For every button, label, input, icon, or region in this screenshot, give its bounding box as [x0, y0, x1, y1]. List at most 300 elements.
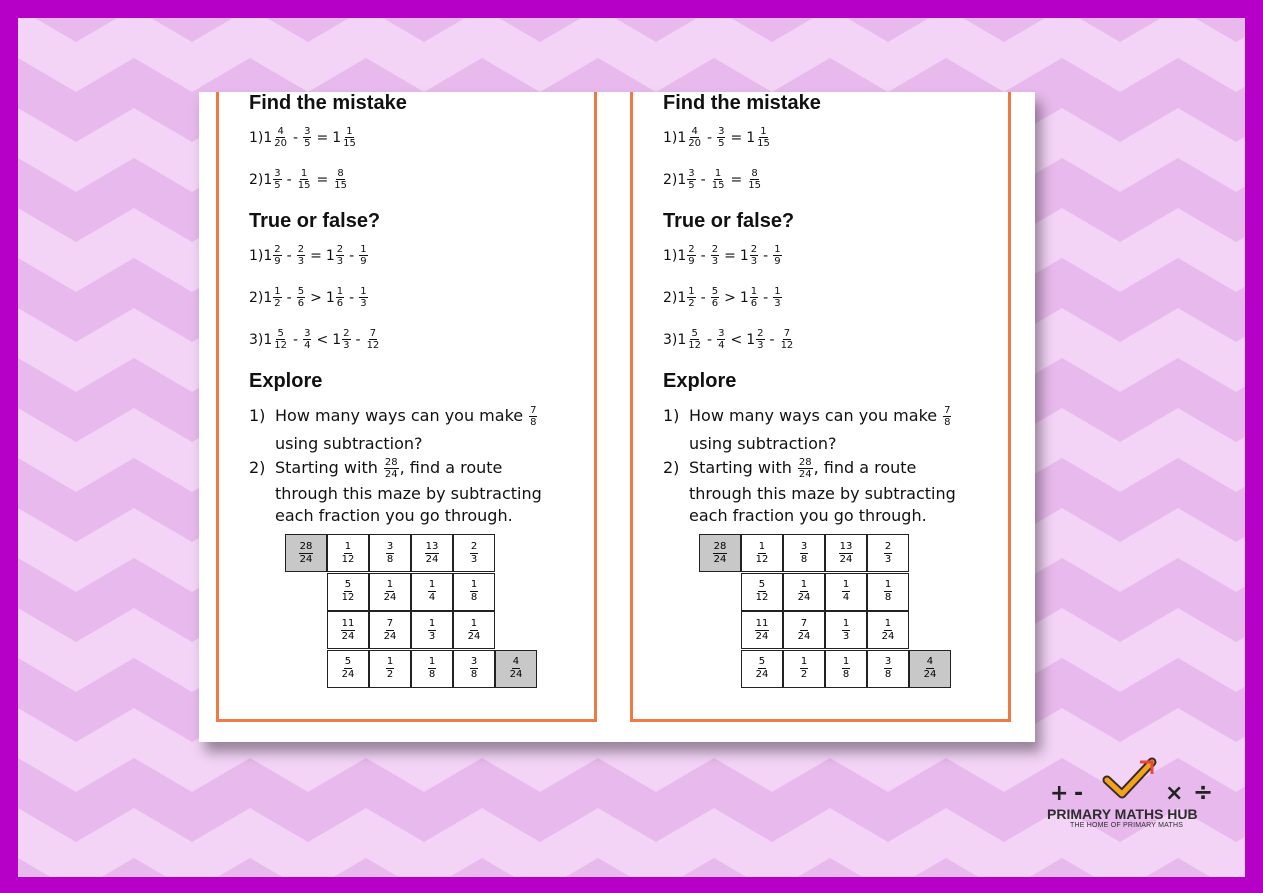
numerator: 1 [386, 579, 394, 590]
item-number: 1) [663, 406, 680, 425]
fraction [341, 541, 356, 566]
numerator: 1 [884, 617, 892, 629]
fraction [359, 286, 367, 309]
denominator: 3 [336, 256, 344, 267]
numerator: 1 [428, 617, 436, 629]
denominator: 15 [748, 180, 761, 191]
fraction [750, 244, 758, 267]
comparison: < [316, 331, 329, 348]
denominator: 20 [688, 138, 702, 149]
numerator: 1 [758, 540, 766, 552]
find-mistake-item [249, 168, 349, 191]
fraction [467, 618, 482, 643]
numerator: 1 [774, 286, 781, 297]
fraction [333, 168, 348, 191]
denominator: 12 [755, 553, 769, 565]
denominator: 8 [884, 669, 892, 680]
operator: - [700, 247, 706, 264]
maze-cell [327, 611, 369, 649]
denominator: 8 [530, 417, 537, 428]
worksheet-card [216, 92, 597, 722]
denominator: 24 [341, 630, 355, 642]
operator: - [349, 289, 355, 306]
denominator: 3 [884, 553, 892, 565]
whole-number: 1 [677, 289, 687, 306]
operator: - [286, 289, 292, 306]
fraction [273, 328, 288, 351]
numerator: 5 [344, 656, 352, 667]
whole-number: 1 [325, 247, 335, 264]
numerator: 4 [277, 126, 284, 137]
fraction [303, 328, 311, 351]
numerator: 1 [714, 168, 722, 179]
fraction [336, 244, 344, 267]
numerator: 3 [470, 656, 478, 667]
fraction [386, 656, 394, 681]
fraction [359, 244, 367, 267]
maze-cell [327, 573, 369, 611]
fraction [943, 405, 951, 428]
minus-symbol: - [1074, 781, 1084, 806]
numerator: 7 [386, 617, 394, 629]
section-title-explore: Explore [663, 370, 737, 392]
numerator: 7 [530, 405, 537, 416]
denominator: 9 [274, 256, 281, 267]
fraction [342, 126, 357, 149]
fraction [470, 656, 478, 681]
whole-number: 1 [677, 247, 687, 264]
denominator: 24 [383, 592, 397, 603]
denominator: 15 [711, 180, 725, 191]
comparison: < [730, 331, 743, 348]
fraction [341, 618, 356, 643]
numerator: 8 [337, 168, 344, 179]
numerator: 3 [718, 126, 725, 137]
maze-cell [741, 650, 783, 688]
operator: - [707, 331, 713, 348]
denominator: 8 [470, 669, 478, 680]
whole-number: 1 [332, 331, 342, 348]
denominator: 24 [425, 553, 439, 565]
fraction [273, 244, 281, 267]
numerator: 1 [688, 286, 695, 297]
maze-cell [411, 534, 453, 572]
denominator: 5 [718, 138, 725, 149]
fraction [711, 286, 719, 309]
operator: - [769, 331, 775, 348]
operator: - [763, 247, 769, 264]
denominator: 9 [774, 256, 781, 267]
numerator: 1 [336, 286, 344, 297]
numerator: 1 [428, 579, 436, 590]
section-title-find-mistake: Find the mistake [249, 92, 407, 114]
denominator: 6 [750, 298, 758, 309]
maze-cell [867, 650, 909, 688]
fraction [366, 328, 381, 351]
denominator: 3 [360, 298, 367, 309]
find-mistake-item [663, 126, 772, 149]
fraction [687, 286, 695, 309]
denominator: 6 [336, 298, 344, 309]
denominator: 5 [688, 180, 695, 191]
equals: = [316, 129, 329, 146]
denominator: 3 [750, 256, 758, 267]
maze-cell [783, 650, 825, 688]
numerator: 1 [750, 286, 758, 297]
numerator: 7 [369, 328, 377, 339]
fraction [303, 126, 311, 149]
maze-cell [867, 573, 909, 611]
denominator: 4 [842, 592, 850, 603]
numerator: 1 [842, 617, 850, 629]
question-text: Starting with [275, 458, 378, 477]
fraction [773, 244, 781, 267]
logo-subtitle: THE HOME OF PRIMARY MATHS [1070, 822, 1184, 829]
numerator: 2 [336, 244, 344, 255]
maze-cell [411, 650, 453, 688]
section-title-find-mistake: Find the mistake [663, 92, 821, 114]
numerator: 2 [757, 328, 764, 339]
fraction [509, 656, 524, 681]
denominator: 8 [428, 669, 436, 680]
item-number: 2) [663, 289, 678, 306]
fraction [884, 579, 892, 604]
numerator: 2 [470, 540, 478, 552]
numerator: 28 [798, 457, 812, 468]
numerator: 1 [884, 579, 892, 590]
numerator: 11 [755, 617, 769, 629]
denominator: 4 [304, 340, 311, 351]
numerator: 3 [884, 656, 892, 667]
operator: - [707, 129, 713, 146]
numerator: 28 [384, 457, 398, 468]
item-number: 3) [249, 331, 264, 348]
maze-cell [783, 534, 825, 572]
maze-cell [369, 611, 411, 649]
denominator: 12 [688, 340, 702, 351]
denominator: 24 [341, 669, 355, 680]
equals: = [730, 171, 743, 188]
numerator: 13 [839, 540, 853, 552]
numerator: 3 [304, 126, 311, 137]
denominator: 24 [798, 469, 812, 480]
denominator: 6 [711, 298, 719, 309]
whole-number: 1 [677, 331, 687, 348]
denominator: 5 [304, 138, 311, 149]
numerator: 3 [688, 168, 695, 179]
equals: = [730, 129, 743, 146]
denominator: 3 [842, 630, 850, 642]
denominator: 4 [718, 340, 725, 351]
maze-cell [369, 650, 411, 688]
question-text: each fraction you go through. [689, 506, 927, 525]
fraction [297, 286, 305, 309]
maze-cell [453, 650, 495, 688]
true-false-item [663, 244, 783, 267]
fraction [797, 579, 812, 604]
fraction [717, 328, 725, 351]
fraction [756, 328, 764, 351]
plus-symbol: + [1050, 781, 1069, 806]
fraction [428, 618, 436, 643]
maze-cell [453, 534, 495, 572]
question-text: Starting with [689, 458, 792, 477]
whole-number: 1 [263, 331, 273, 348]
denominator: 8 [842, 669, 850, 680]
fraction [687, 168, 695, 191]
true-false-item [663, 286, 783, 309]
explore-q2-line2 [689, 482, 956, 506]
maze-cell [327, 534, 369, 572]
fraction [755, 579, 770, 604]
denominator: 24 [299, 553, 313, 565]
denominator: 3 [428, 630, 436, 642]
numerator: 2 [688, 244, 695, 255]
whole-number: 1 [677, 171, 687, 188]
item-number: 3) [663, 331, 678, 348]
numerator: 5 [277, 328, 284, 339]
find-mistake-item [249, 126, 358, 149]
operator: - [355, 331, 361, 348]
maze-cell [783, 573, 825, 611]
maze-cell-endpoint [495, 650, 537, 688]
equals: = [316, 171, 329, 188]
maze-cell [369, 534, 411, 572]
explore-q2-line3 [275, 504, 513, 528]
denominator: 24 [383, 630, 397, 642]
denominator: 8 [386, 553, 394, 565]
fraction [470, 579, 478, 604]
denominator: 24 [797, 630, 811, 642]
whole-number: 1 [263, 171, 273, 188]
numerator: 7 [944, 405, 951, 416]
numerator: 5 [691, 328, 698, 339]
numerator: 1 [386, 656, 394, 667]
numerator: 7 [783, 328, 791, 339]
question-text: using subtraction? [275, 434, 423, 453]
operator: - [286, 247, 292, 264]
maze-cell [825, 573, 867, 611]
section-title-true-false: True or false? [249, 210, 381, 232]
denominator: 8 [470, 592, 478, 603]
find-mistake-item [663, 168, 763, 191]
numerator: 2 [274, 244, 281, 255]
maze-cell-endpoint [909, 650, 951, 688]
item-number: 1) [663, 129, 678, 146]
item-number: 2) [663, 458, 680, 477]
fraction [425, 541, 440, 566]
numerator: 2 [343, 328, 350, 339]
fraction [342, 328, 350, 351]
denominator: 12 [366, 340, 380, 351]
question-text: using subtraction? [689, 434, 837, 453]
numerator: 1 [470, 617, 478, 629]
numerator: 1 [300, 168, 308, 179]
numerator: 1 [774, 244, 781, 255]
whole-number: 1 [746, 129, 756, 146]
worksheet-card [630, 92, 1011, 722]
numerator: 3 [386, 540, 394, 552]
fraction [711, 244, 719, 267]
fraction [750, 286, 758, 309]
numerator: 2 [711, 244, 719, 255]
denominator: 9 [360, 256, 367, 267]
times-symbol: × [1165, 781, 1184, 806]
fraction [780, 328, 795, 351]
fraction [383, 618, 398, 643]
fraction [773, 286, 781, 309]
maze-cell [327, 650, 369, 688]
fraction [747, 168, 762, 191]
question-text: through this maze by subtracting [689, 484, 956, 503]
whole-number: 1 [263, 289, 273, 306]
denominator: 24 [755, 630, 769, 642]
fraction [383, 579, 398, 604]
fraction [797, 618, 812, 643]
fraction [386, 541, 394, 566]
numerator: 3 [304, 328, 311, 339]
fraction [687, 126, 702, 149]
operator: - [349, 247, 355, 264]
explore-q1-line1 [249, 404, 538, 428]
denominator: 2 [386, 669, 394, 680]
operator: - [700, 171, 706, 188]
maze-cell [411, 573, 453, 611]
explore-q1-line2 [689, 432, 837, 456]
item-number: 1) [249, 406, 266, 425]
denominator: 24 [509, 669, 523, 680]
true-false-item [249, 286, 369, 309]
numerator: 4 [691, 126, 698, 137]
denominator: 2 [274, 298, 281, 309]
comparison: = [310, 247, 322, 264]
item-number: 2) [249, 289, 264, 306]
maze-cell [411, 611, 453, 649]
whole-number: 1 [263, 129, 273, 146]
maze-cell [741, 611, 783, 649]
operator: - [293, 129, 299, 146]
whole-number: 1 [677, 129, 687, 146]
operator: - [293, 331, 299, 348]
denominator: 3 [470, 553, 478, 565]
numerator: 13 [425, 540, 439, 552]
numerator: 3 [800, 540, 808, 552]
denominator: 3 [343, 340, 350, 351]
item-number: 1) [663, 247, 678, 264]
numerator: 1 [344, 540, 352, 552]
numerator: 4 [512, 656, 520, 667]
denominator: 3 [774, 298, 781, 309]
numerator: 2 [884, 540, 892, 552]
question-text: each fraction you go through. [275, 506, 513, 525]
denominator: 5 [274, 180, 281, 191]
divide-symbol: ÷ [1193, 778, 1214, 806]
fraction [428, 656, 436, 681]
denominator: 2 [800, 669, 808, 680]
comparison: > [724, 289, 736, 306]
fraction [470, 541, 478, 566]
numerator: 5 [297, 286, 305, 297]
explore-q2-line2 [275, 482, 542, 506]
comparison: > [310, 289, 322, 306]
question-text: , find a route [399, 458, 503, 477]
operator: - [700, 289, 706, 306]
numerator: 1 [360, 286, 367, 297]
maze-cell [741, 534, 783, 572]
denominator: 24 [881, 630, 895, 642]
fraction [273, 286, 281, 309]
true-false-item [249, 244, 369, 267]
maze-cell-endpoint [285, 534, 327, 572]
maze-cell-endpoint [699, 534, 741, 572]
denominator: 12 [274, 340, 288, 351]
fraction [529, 405, 537, 428]
maze-cell [453, 611, 495, 649]
numerator: 1 [760, 126, 767, 137]
fraction [717, 126, 725, 149]
denominator: 15 [297, 180, 311, 191]
denominator: 24 [755, 669, 769, 680]
question-text: through this maze by subtracting [275, 484, 542, 503]
denominator: 8 [884, 592, 892, 603]
fraction [884, 541, 892, 566]
numerator: 5 [758, 656, 766, 667]
denominator: 2 [688, 298, 695, 309]
item-number: 2) [249, 458, 266, 477]
fraction [299, 541, 314, 566]
maze-cell [825, 650, 867, 688]
fraction [273, 126, 288, 149]
true-false-item [663, 328, 795, 351]
denominator: 24 [797, 592, 811, 603]
numerator: 2 [750, 244, 758, 255]
fraction [428, 579, 436, 604]
denominator: 24 [713, 553, 727, 565]
explore-q1-line2 [275, 432, 423, 456]
numerator: 1 [800, 656, 808, 667]
numerator: 3 [274, 168, 281, 179]
numerator: 1 [842, 579, 850, 590]
numerator: 4 [926, 656, 934, 667]
question-text: How many ways can you make [275, 406, 524, 425]
denominator: 3 [711, 256, 719, 267]
item-number: 1) [249, 129, 264, 146]
denominator: 15 [334, 180, 347, 191]
denominator: 8 [800, 553, 808, 565]
whole-number: 1 [739, 289, 749, 306]
worksheet [199, 92, 1035, 742]
denominator: 4 [428, 592, 436, 603]
fraction [713, 541, 728, 566]
denominator: 12 [755, 592, 769, 603]
fraction [297, 168, 312, 191]
maze-cell [825, 611, 867, 649]
numerator: 8 [751, 168, 758, 179]
numerator: 3 [718, 328, 725, 339]
whole-number: 1 [739, 247, 749, 264]
maze-cell [453, 573, 495, 611]
question-text: , find a route [813, 458, 917, 477]
whole-number: 1 [746, 331, 756, 348]
fraction [798, 457, 813, 480]
numerator: 1 [360, 244, 367, 255]
denominator: 15 [343, 138, 356, 149]
fraction [687, 244, 695, 267]
numerator: 1 [428, 656, 436, 667]
numerator: 1 [346, 126, 353, 137]
numerator: 7 [800, 617, 808, 629]
logo-title: PRIMARY MATHS HUB [1047, 806, 1198, 822]
